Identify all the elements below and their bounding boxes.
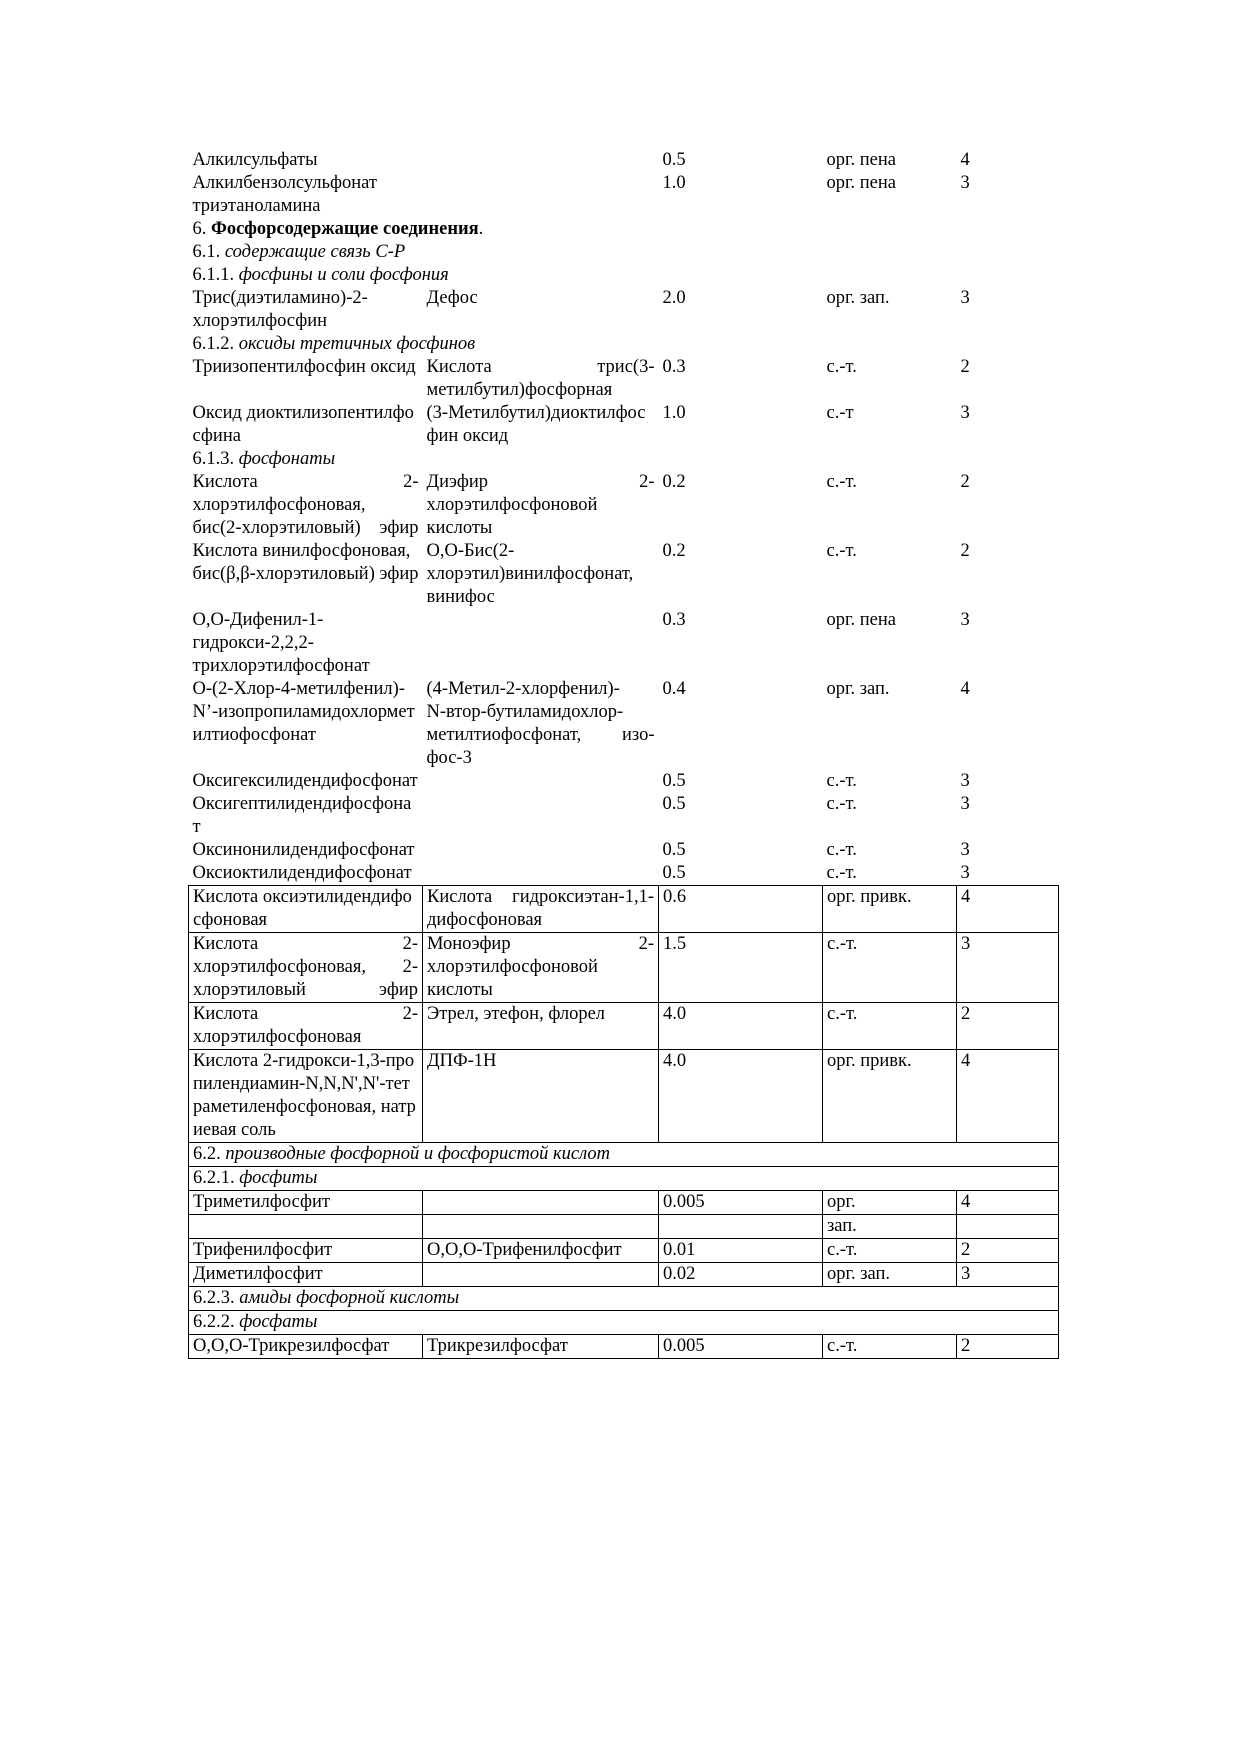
substance-name: Оксигептилидендифосфонат [192,794,412,837]
substance-sign: орг. зап. [826,679,890,699]
section-heading-6-1-3 [189,448,1059,471]
substance-synonym: Трикрезилфосфат [423,1335,659,1359]
heading-title: фосфаты [239,1312,318,1332]
table-row [189,1239,1059,1263]
substance-value: 0.5 [662,863,686,883]
substance-name: О,О-Дифенил-1-гидрокси-2,2,2-трихлорэтилфосфонат [192,610,370,676]
table-row [189,1191,1059,1215]
section-heading-6-1 [189,241,1059,264]
table-row [189,886,1059,933]
table-row [189,287,1059,333]
substance-class: 3 [960,288,970,308]
table-row [189,471,1059,540]
heading-number: 6.1. [192,242,225,262]
substance-name: Диметилфосфит [189,1263,423,1287]
table-row [189,793,1059,839]
substance-value [659,701,823,770]
substance-name: О,О,О-Трикрезилфосфат [189,1335,423,1359]
substance-value: 0.5 [662,794,686,814]
substance-synonym [423,839,659,862]
substance-value: 0.3 [662,610,686,630]
substance-synonym [423,793,659,839]
substance-name: Триметилфосфит [189,1191,423,1215]
table-row [189,1003,1059,1050]
table-row [189,1215,1059,1239]
substance-class [957,1215,1059,1239]
substance-synonym [423,770,659,793]
document-page [188,149,1058,1359]
heading-title: фосфиты [239,1168,318,1188]
table-row [189,1335,1059,1359]
substance-value: 0.3 [662,357,686,377]
substance-synonym [423,1191,659,1215]
substance-value: 0.6 [659,886,823,933]
substance-name: Алкилбензолсульфонат триэтаноламина [192,173,377,216]
substance-name: Кислота 2-хлорэтилфосфоновая, 2-хлорэтиловый эфир [189,933,423,1003]
substance-class: 4 [957,886,1059,933]
table-row [189,839,1059,862]
substance-class: 2 [960,472,970,492]
substance-class: 3 [960,403,970,423]
heading-title: оксиды третичных фосфинов [238,334,476,354]
substance-class: 2 [960,541,970,561]
substance-synonym [423,1263,659,1287]
table-row [189,540,1059,609]
heading-number: 6.1.1. [192,265,239,285]
substance-value: 0.2 [662,541,686,561]
substance-synonym: Моноэфир 2-хлорэтилфосфоновой кислоты [423,933,659,1003]
substance-value: 4.0 [659,1050,823,1143]
substance-class: 3 [960,771,970,791]
substance-sign: с.-т. [823,933,957,1003]
table-row [189,1050,1059,1143]
boxed-section [189,886,1059,1359]
substance-sign: с.-т. [826,840,857,860]
substance-name: Кислота 2-хлорэтилфосфоновая [189,1003,423,1050]
substance-value: 0.02 [659,1263,823,1287]
substance-sign: с.-т. [823,1335,957,1359]
substance-value: 1.0 [662,403,686,423]
substance-sign: зап. [823,1215,957,1239]
substance-class: 2 [957,1239,1059,1263]
substance-value: 0.4 [662,679,686,699]
heading-number: 6.2.1. [193,1168,240,1188]
substance-name: Оксид диоктилизопентилфосфина [192,403,414,446]
table-row [189,678,1059,701]
substance-value: 0.5 [662,150,686,170]
substance-class: 3 [960,173,970,193]
substance-value: 0.5 [662,840,686,860]
heading-title: Фосфорсодержащие соединения [211,219,479,239]
heading-title: содержащие связь С-Р [224,242,406,262]
heading-title: фосфонаты [238,449,336,469]
substance-sign: орг. привк. [823,1050,957,1143]
substance-sign: с.-т. [826,541,857,561]
heading-number: 6.1.3. [192,449,239,469]
substance-synonym: (4-Метил-2-хлорфенил)- [426,679,620,699]
substance-sign: с.-т. [826,863,857,883]
substance-value: 0.01 [659,1239,823,1263]
substance-class: 2 [957,1003,1059,1050]
substance-name: Кислота 2-хлорэтилфосфоновая, бис(2-хлорэтиловый) эфир [192,472,419,538]
heading-title: производные фосфорной и фосфористой кислот [225,1144,610,1164]
substance-value: 2.0 [662,288,686,308]
substance-class: 2 [957,1335,1059,1359]
substance-class: 4 [957,1191,1059,1215]
substance-name: Кислота 2-гидрокси-1,3-пропилендиамин-N,N,N',N'-тетраметиленфосфоновая, натриевая соль [189,1050,423,1143]
table-row [189,862,1059,886]
substance-class: 3 [957,933,1059,1003]
substance-value: 4.0 [659,1003,823,1050]
substance-value [659,1215,823,1239]
substance-synonym: Кислота трис(3-метилбутил)фосфорная [426,357,655,400]
substance-name: Оксигексилидендифосфонат [192,771,418,791]
table-row [189,770,1059,793]
substance-synonym [423,862,659,886]
substance-name: Кислота оксиэтилидендифосфоновая [189,886,423,933]
substance-value: 1.5 [659,933,823,1003]
substance-class: 3 [960,863,970,883]
substance-synonym: О,О-Бис(2-хлорэтил)винилфосфонат, винифос [426,541,634,607]
substance-sign: с.-т. [823,1003,957,1050]
substance-class: 4 [960,150,970,170]
substance-name: Трис(диэтиламино)-2-хлорэтилфосфин [192,288,368,331]
section-heading-6-2-2 [189,1311,1059,1335]
table-row [189,172,1059,218]
substance-class: 4 [957,1050,1059,1143]
section-heading-6-1-1 [189,264,1059,287]
substance-sign: орг. пена [826,610,896,630]
substance-synonym: Этрел, этефон, флорел [423,1003,659,1050]
heading-number: 6.1.2. [192,334,239,354]
section-heading-6-2 [189,1143,1059,1167]
heading-number: 6.2.3. [193,1288,240,1308]
substance-name: О-(2-Хлор-4-метилфенил)- [192,679,405,699]
substance-synonym: N-втор-бутиламидохлор-метилтиофосфонат, изо-фос-3 [426,702,655,768]
substance-value: 0.5 [662,771,686,791]
table-row [189,609,1059,678]
substance-sign: с.-т. [826,472,857,492]
heading-number: 6.2. [193,1144,226,1164]
substance-name: Оксинонилидендифосфонат [192,840,415,860]
substance-value: 1.0 [662,173,686,193]
substance-synonym: ДПФ-1Н [423,1050,659,1143]
substance-synonym [423,149,659,172]
section-heading-6-1-2 [189,333,1059,356]
heading-number: 6.2.2. [193,1312,240,1332]
heading-title: фосфины и соли фосфония [238,265,449,285]
section-heading-6 [189,218,1059,241]
substance-value: 0.005 [659,1191,823,1215]
table-row [189,149,1059,172]
substance-value: 0.2 [662,472,686,492]
heading-number: 6. [192,219,211,239]
substance-sign: с.-т. [826,794,857,814]
substance-name: Кислота винилфосфоновая, бис(β,β-хлорэтиловый) эфир [192,541,419,584]
substance-class: 3 [960,840,970,860]
substance-synonym [423,172,659,218]
substance-sign: с.-т [826,403,854,423]
substance-sign: с.-т. [826,771,857,791]
substance-class: 3 [960,610,970,630]
table-row [189,402,1059,448]
substance-synonym: Дефос [426,288,478,308]
substance-sign: с.-т. [823,1239,957,1263]
heading-tail: . [478,219,484,239]
substance-name: Триизопентилфосфин оксид [192,357,416,377]
substance-name: N’-изопропиламидохлорметилтиофосфонат [192,702,415,745]
substance-synonym: (3-Метилбутил)диоктилфосфин оксид [426,403,646,446]
table-row [189,701,1059,770]
substance-sign: орг. пена [826,173,896,193]
unboxed-section [189,149,1059,886]
substance-sign [823,701,957,770]
substance-synonym: О,О,О-Трифенилфосфит [423,1239,659,1263]
substance-sign: орг. зап. [823,1263,957,1287]
table-row [189,356,1059,402]
substance-sign: орг. [823,1191,957,1215]
substance-class: 3 [960,794,970,814]
substance-name [189,1215,423,1239]
substance-class [957,701,1059,770]
substance-class: 3 [957,1263,1059,1287]
substance-synonym: Диэфир 2-хлорэтилфосфоновой кислоты [426,472,655,538]
heading-title: амиды фосфорной кислоты [239,1288,460,1308]
substance-sign: с.-т. [826,357,857,377]
substance-value: 0.005 [659,1335,823,1359]
substance-class: 4 [960,679,970,699]
substance-synonym: Кислота гидроксиэтан-1,1-дифосфоновая [423,886,659,933]
substance-name: Трифенилфосфит [189,1239,423,1263]
substance-sign: орг. привк. [823,886,957,933]
section-heading-6-2-3 [189,1287,1059,1311]
substance-name: Оксиоктилидендифосфонат [192,863,412,883]
substance-synonym [423,609,659,678]
table-row [189,1263,1059,1287]
substance-name: Алкилсульфаты [192,150,318,170]
substance-synonym [423,1215,659,1239]
section-heading-6-2-1 [189,1167,1059,1191]
substances-table [188,149,1059,1359]
substance-class: 2 [960,357,970,377]
substance-sign: орг. пена [826,150,896,170]
substance-sign: орг. зап. [826,288,890,308]
table-row [189,933,1059,1003]
